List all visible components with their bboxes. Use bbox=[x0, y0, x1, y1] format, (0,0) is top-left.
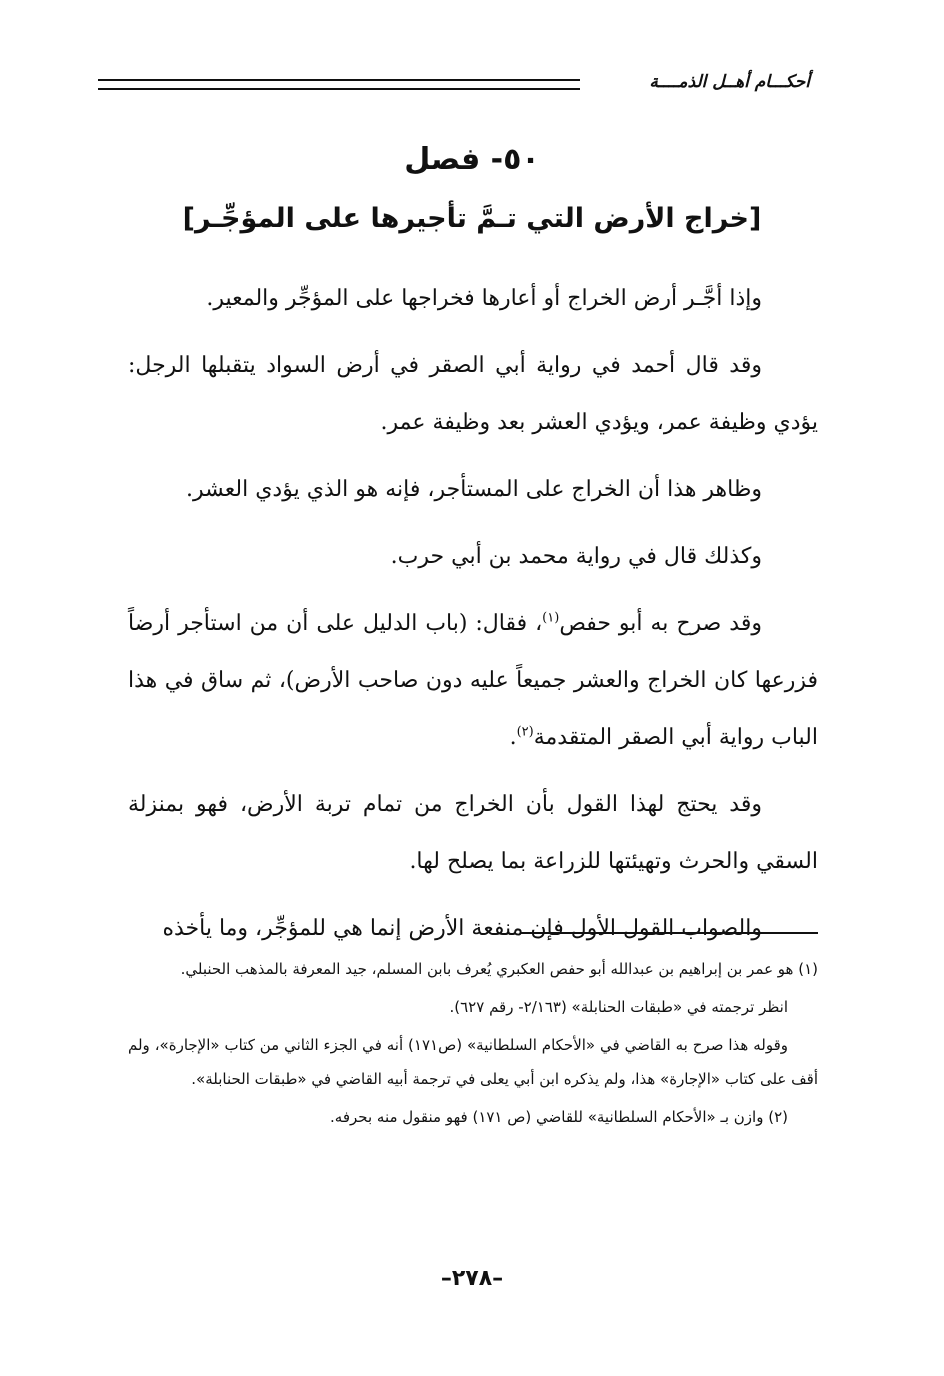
paragraph-7: والصواب القول الأول فإن منفعة الأرض إنما هي للمؤجِّر، وما يأخذه bbox=[162, 916, 762, 941]
footnote-1-reference: انظر ترجمته في «طبقات الحنابلة» (٢/١٦٣- رقم ٦٢٧). bbox=[449, 998, 788, 1016]
paragraph-5-part-a: وقد صرح به أبو حفص bbox=[559, 611, 762, 636]
footnote-1-note: وقوله هذا صرح به القاضي في «الأحكام السلطانية» (ص١٧١) أنه في الجزء الثاني من كتاب «الإجارة»، ولم أقف على كتاب «الإجارة» هذا، ولم يذكره ابن أبي يعلى في ترجمة أبيه القاضي في «طبقات الحنابلة». bbox=[128, 1036, 818, 1088]
paragraph-4: وكذلك قال في رواية محمد بن أبي حرب. bbox=[390, 544, 762, 569]
footnote-ref-2[interactable]: (٢) bbox=[516, 724, 534, 740]
header-double-rule bbox=[98, 79, 580, 90]
footnote-ref-1[interactable]: (١) bbox=[542, 610, 560, 626]
paragraph-5 bbox=[128, 595, 818, 766]
chapter-number: ٥٠- فصل bbox=[404, 142, 540, 177]
footnote-separator bbox=[520, 932, 818, 934]
page-number: –٢٧٨– bbox=[440, 1266, 504, 1291]
running-title: أحكـــام أهــل الذمــــة bbox=[649, 72, 810, 92]
paragraph-1: وإذا أجَّـر أرض الخراج أو أعارها فخراجها على المؤجِّر والمعير. bbox=[206, 286, 762, 311]
paragraph-2: وقد قال أحمد في رواية أبي الصقر في أرض السواد يتقبلها الرجل: يؤدي وظيفة عمر، ويؤدي العشر بعد وظيفة عمر. bbox=[128, 353, 818, 435]
chapter-heading bbox=[0, 140, 944, 238]
main-text bbox=[128, 270, 818, 967]
footnote-1: (١) هو عمر بن إبراهيم بن عبدالله أبو حفص العكبري يُعرف بابن المسلم، جيد المعرفة بالمذهب الحنبلي. bbox=[180, 960, 818, 978]
paragraph-6: وقد يحتج لهذا القول بأن الخراج من تمام تربة الأرض، فهو بمنزلة السقي والحرث وتهيئتها للزراعة بما يصلح لها. bbox=[128, 792, 818, 874]
footnote-2: (٢) وازن بـ «الأحكام السلطانية» للقاضي (ص ١٧١) فهو منقول منه بحرفه. bbox=[330, 1108, 788, 1126]
paragraph-5-part-c: . bbox=[509, 725, 517, 750]
paragraph-5-part-b: ، فقال: (باب الدليل على أن من استأجر أرضاً فزرعها كان الخراج والعشر جميعاً عليه دون صاحب الأرض)، ثم ساق في هذا الباب رواية أبي الصقر المتقدمة bbox=[128, 611, 818, 750]
running-header bbox=[98, 70, 810, 100]
footnotes bbox=[128, 952, 818, 1138]
paragraph-3: وظاهر هذا أن الخراج على المستأجر، فإنه هو الذي يؤدي العشر. bbox=[186, 477, 762, 502]
chapter-subtitle: [خراج الأرض التي تـمَّ تأجيرها على المؤجِّـر] bbox=[182, 203, 762, 234]
